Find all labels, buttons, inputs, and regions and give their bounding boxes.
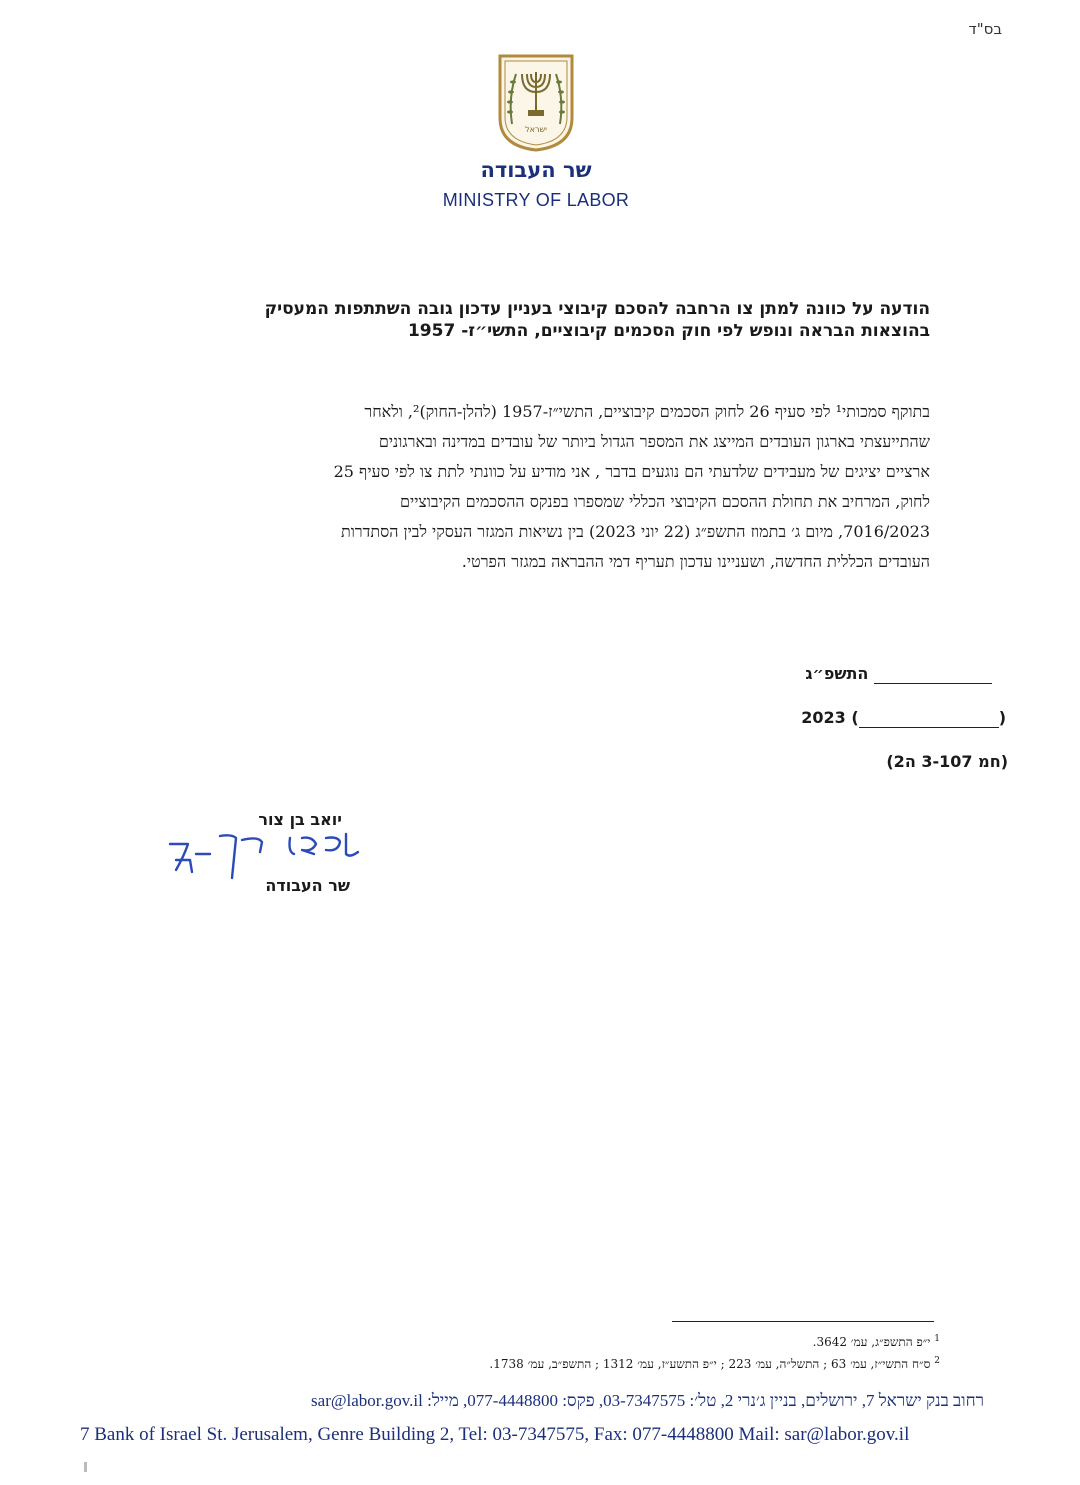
emblem-text: ישראל [525,125,547,134]
body-line: ארציים יציגים של מעבידים שלדעתי הם נוגעים בדבר , אני מודיע על כוונתי לתת צו לפי סעיף 25 [333,462,930,481]
besd-mark: בס"ד [968,20,1002,38]
hebrew-date-blank [874,664,992,684]
footnote-2 [489,1356,940,1372]
hebrew-date-line [805,664,992,684]
reference-number: (חמ 3-107 ה2) [886,752,1008,771]
footer-address-english: 7 Bank of Israel St. Jerusalem, Genre Building 2, Tel: 03-7347575, Fax: 077-4448800 Mail: sar@labor.gov.il [80,1424,910,1445]
footnote-1-text: י״פ התשפ״ג, עמ׳ 3642. [812,1335,931,1349]
ministry-title-hebrew: שר העבודה [480,158,592,182]
gregorian-date-line [801,708,1006,728]
signer-role: שר העבודה [265,876,350,895]
body-line: שהתייעצתי בארגון העובדים המייצג את המספר הגדול ביותר של עובדים במדינה ובארגונים [378,432,930,451]
gregorian-date-close-paren: ) [998,708,1006,727]
body-line: העובדים הכללית החדשה, ושעניינו עדכון תעריף דמי ההבראה במגזר הפרטי. [461,552,930,571]
footnote-1 [813,1334,940,1350]
handwritten-signature [162,826,372,882]
footnote-2-marker: 2 [934,1356,940,1366]
footnote-1-marker: 1 [934,1334,940,1344]
ministry-title-english: MINISTRY OF LABOR [442,190,630,210]
footnote-separator [672,1321,934,1322]
footer-address-hebrew: רחוב בנק ישראל 7, ירושלים, בניין ג׳נרי 2, טל׳: 03-7347575, פקס: 077-4448800, מייל: sar@labor.gov.il [311,1391,984,1410]
gregorian-date-blank [859,708,999,728]
scan-corner-mark [84,1462,87,1472]
body-line: לחוק, המרחיב את תחולת ההסכם הקיבוצי הכללי שמספרו בפנקס ההסכמים הקיבוציים [400,492,930,511]
notice-title-line-1: הודעה על כוונה למתן צו הרחבה להסכם קיבוצי בעניין עדכון גובה השתתפות המעסיק [264,299,930,319]
gregorian-date-open-paren: ( [851,708,859,727]
gregorian-year: 2023 [801,708,846,727]
footnote-2-text: ס״ח התשי״ז, עמ׳ 63 ; התשל״ה, עמ׳ 223 ; י״פ התשע״ז, עמ׳ 1312 ; התשפ״ב, עמ׳ 1738. [489,1357,931,1371]
notice-body [150,397,930,577]
body-line: בתוקף סמכותי¹ לפי סעיף 26 לחוק הסכמים קיבוציים, התשי״ז-1957 (להלן-החוק)², ולאחר [364,402,930,421]
hebrew-year: התשפ״ג [805,664,869,683]
signer-name: יואב בן צור [258,810,342,829]
notice-title [130,298,930,342]
notice-title-line-2: בהוצאות הבראה ונופש לפי חוק הסכמים קיבוציים, התשי״ז- 1957 [407,321,930,341]
state-emblem-icon [496,52,576,152]
body-line: 7016/2023, מיום ג׳ בתמוז התשפ״ג (22 יוני 2023) בין נשיאות המגזר העסקי לבין הסתדרות [340,522,930,541]
